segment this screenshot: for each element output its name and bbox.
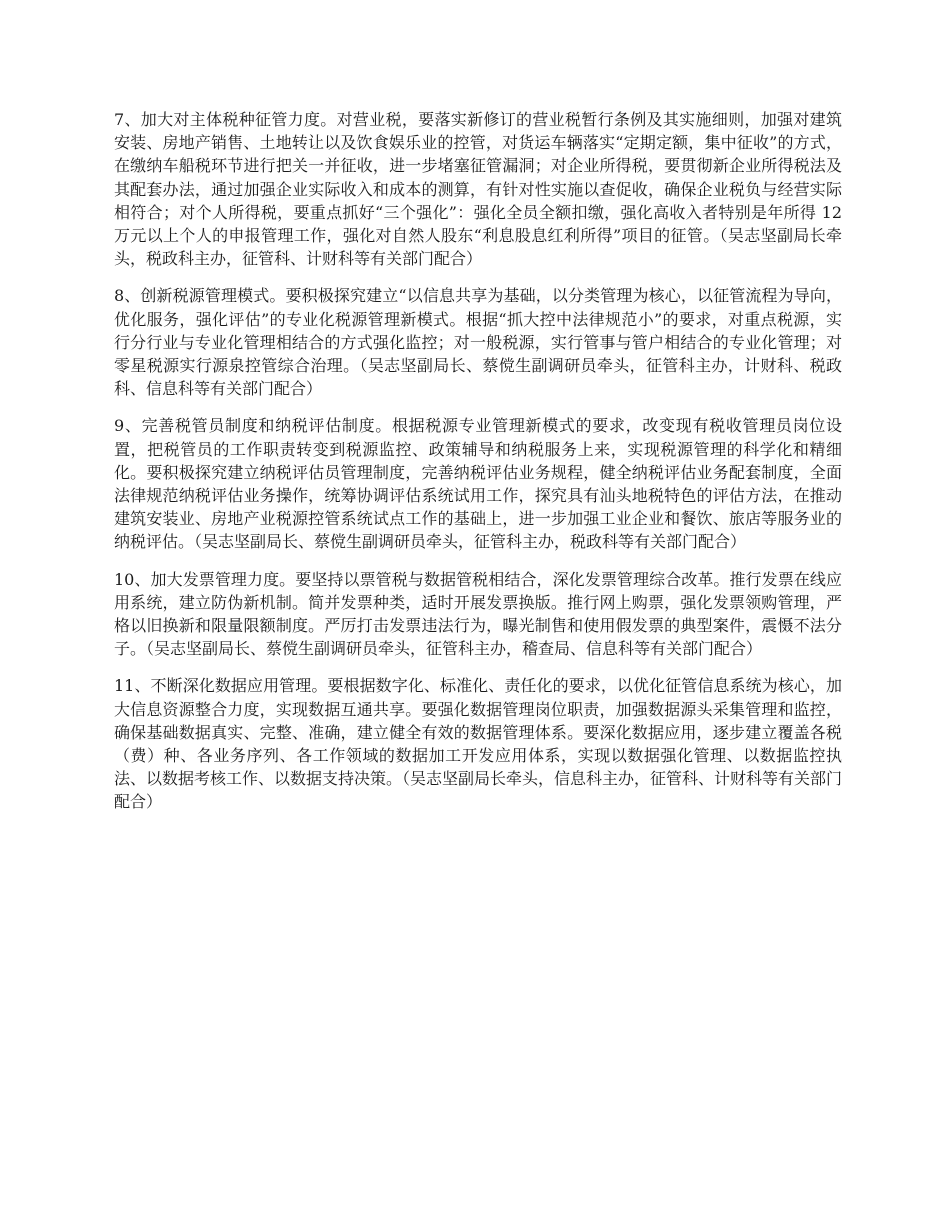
paragraph-item-8: 8、创新税源管理模式。要积极探究建立“以信息共享为基础，以分类管理为核心，以征管流程为导向，优化服务，强化评估”的专业化税源管理新模式。根据“抓大控中法律规范小”的要求，对重点税源，实行分行业与专业化管理相结合的方式强化监控；对一般税源，实行管事与管户相结合的专业化管理；对零星税源实行源泉控管综合治理。（吴志坚副局长、蔡傥生副调研员牵头，征管科主办，计财科、税政科、信息科等有关部门配合） [114, 286, 842, 399]
paragraph-item-11: 11、不断深化数据应用管理。要根据数字化、标准化、责任化的要求，以优化征管信息系统为核心，加大信息资源整合力度，实现数据互通共享。要强化数据管理岗位职责，加强数据源头采集管理和监控，确保基础数据真实、完整、准确，建立健全有效的数据管理体系。要深化数据应用，逐步建立覆盖各税（费）种、各业务序列、各工作领域的数据加工开发应用体系，实现以数据强化管理、以数据监控执法、以数据考核工作、以数据支持决策。（吴志坚副局长牵头，信息科主办，征管科、计财科等有关部门配合） [114, 676, 843, 812]
paragraph-item-7: 7、加大对主体税种征管力度。对营业税，要落实新修订的营业税暂行条例及其实施细则，加强对建筑安装、房地产销售、土地转让以及饮食娱乐业的控管，对货运车辆落实“定期定额，集中征收”的方式，在缴纳车船税环节进行把关一并征收，进一步堵塞征管漏洞；对企业所得税，要贯彻新企业所得税法及其配套办法，通过加强企业实际收入和成本的测算，有针对性实施以查促收，确保企业税负与经营实际相符合；对个人所得税，要重点抓好“三个强化”：强化全员全额扣缴，强化高收入者特别是年所得 12 万元以上个人的申报管理工作，强化对自然人股东“利息股息红利所得”项目的征管。（吴志坚副局长牵头，税政科主办，征管科、计财科等有关部门配合） [114, 110, 842, 269]
paragraph-item-10: 10、加大发票管理力度。要坚持以票管税与数据管税相结合，深化发票管理综合改革。推行发票在线应用系统，建立防伪新机制。简并发票种类，适时开展发票换版。推行网上购票，强化发票领购管理，严格以旧换新和限量限额制度。严厉打击发票违法行为，曝光制售和使用假发票的典型案件，震慑不法分子。（吴志坚副局长、蔡傥生副调研员牵头，征管科主办，稽查局、信息科等有关部门配合） [114, 569, 842, 659]
paragraph-item-9: 9、完善税管员制度和纳税评估制度。根据税源专业管理新模式的要求，改变现有税收管理员岗位设置，把税管员的工作职责转变到税源监控、政策辅导和纳税服务上来，实现税源管理的科学化和精细化。要积极探究建立纳税评估员管理制度，完善纳税评估业务规程，健全纳税评估业务配套制度，全面法律规范纳税评估业务操作，统筹协调评估系统试用工作，探究具有汕头地税特色的评估方法，在推动建筑安装业、房地产业税源控管系统试点工作的基础上，进一步加强工业企业和餐饮、旅店等服务业的纳税评估。（吴志坚副局长、蔡傥生副调研员牵头，征管科主办，税政科等有关部门配合） [114, 416, 842, 552]
document-page [114, 108, 842, 828]
